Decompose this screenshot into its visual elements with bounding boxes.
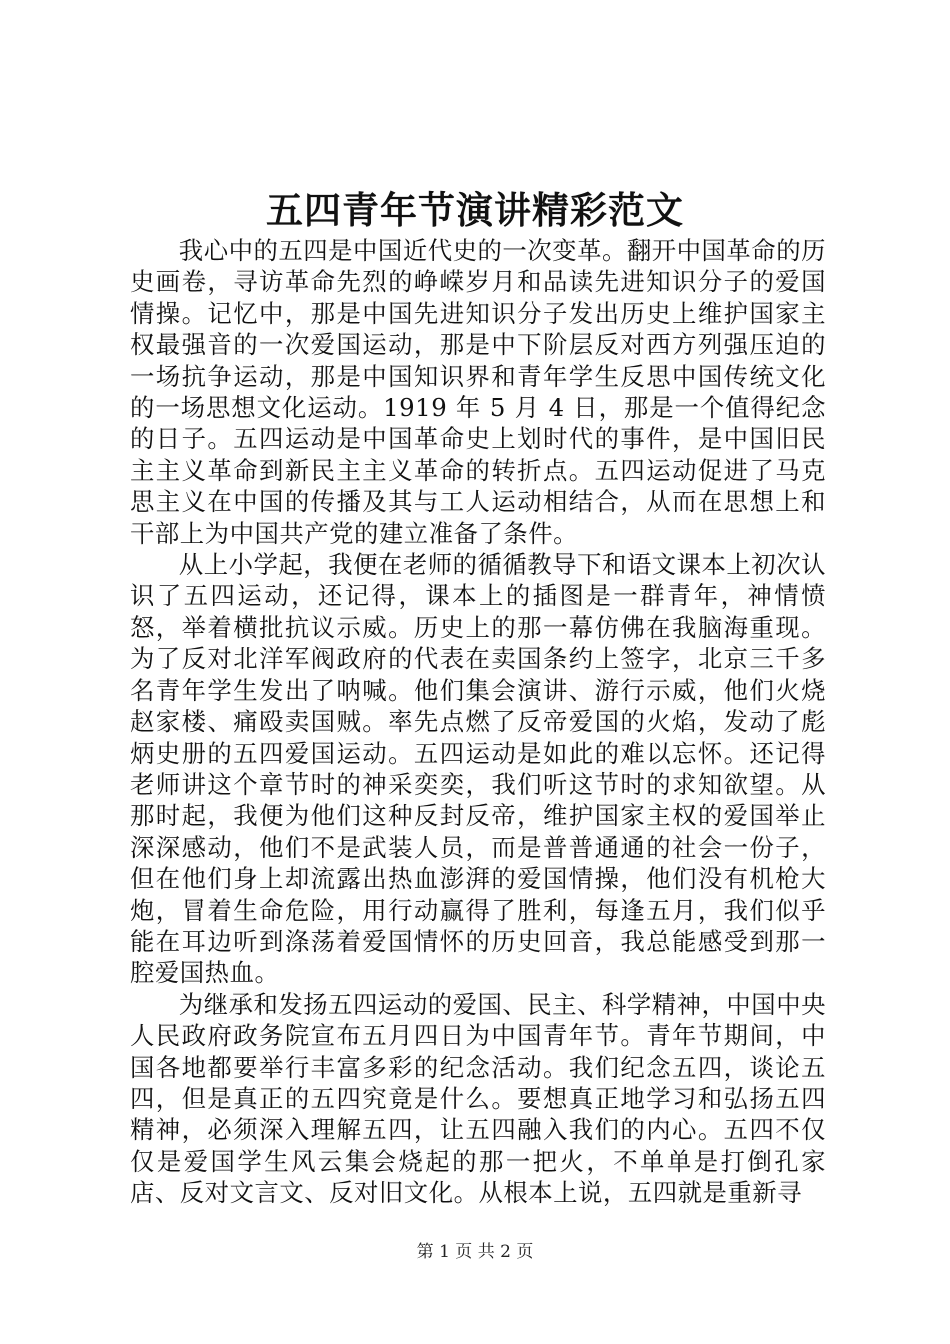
paragraph-2: 从上小学起，我便在老师的循循教导下和语文课本上初次认识了五四运动，还记得，课本上的插图是一群青年，神情愤怒，举着横批抗议示威。历史上的那一幕仿佛在我脑海重现。为了反对北洋军阀政府的代表在卖国条约上签字，北京三千多名青年学生发出了呐喊。他们集会演讲、游行示威，他们火烧赵家楼、痛殴卖国贼。率先点燃了反帝爱国的火焰，发动了彪炳史册的五四爱国运动。五四运动是如此的难以忘怀。还记得老师讲这个章节时的神采奕奕，我们听这节时的求知欲望。从那时起，我便为他们这种反封反帝，维护国家主权的爱国举止深深感动，他们不是武装人员，而是普普通通的社会一份子，但在他们身上却流露出热血澎湃的爱国情操，他们没有机枪大炮，冒着生命危险，用行动赢得了胜利，每逢五月，我们似乎能在耳边听到涤荡着爱国情怀的历史回音，我总能感受到那一腔爱国热血。 — [130, 550, 826, 988]
page-number-footer: 第 1 页 共 2 页 — [416, 1242, 534, 1262]
paragraph-3: 为继承和发扬五四运动的爱国、民主、科学精神，中国中央人民政府政务院宣布五月四日为中国青年节。青年节期间，中国各地都要举行丰富多彩的纪念活动。我们纪念五四，谈论五四，但是真正的五四究竟是什么。要想真正地学习和弘扬五四精神，必须深入理解五四，让五四融入我们的内心。五四不仅仅是爱国学生风云集会烧起的那一把火，不单单是打倒孔家店、反对文言文、反对旧文化。从根本上说，五四就是重新寻 — [130, 989, 826, 1208]
paragraph-1: 我心中的五四是中国近代史的一次变革。翻开中国革命的历史画卷，寻访革命先烈的峥嵘岁月和品读先进知识分子的爱国情操。记忆中，那是中国先进知识分子发出历史上维护国家主权最强音的一次爱国运动，那是中下阶层反对西方列强压迫的一场抗争运动，那是中国知识界和青年学生反思中国传统文化的一场思想文化运动。1919 年 5 月 4 日，那是一个值得纪念的日子。五四运动是中国革命史上划时代的事件，是中国旧民主主义革命到新民主主义革命的转折点。五四运动促进了马克思主义在中国的传播及其与工人运动相结合，从而在思想上和干部上为中国共产党的建立准备了条件。 — [130, 236, 826, 548]
document-body — [130, 235, 826, 1209]
document-title: 五四青年节演讲精彩范文 — [266, 188, 684, 232]
